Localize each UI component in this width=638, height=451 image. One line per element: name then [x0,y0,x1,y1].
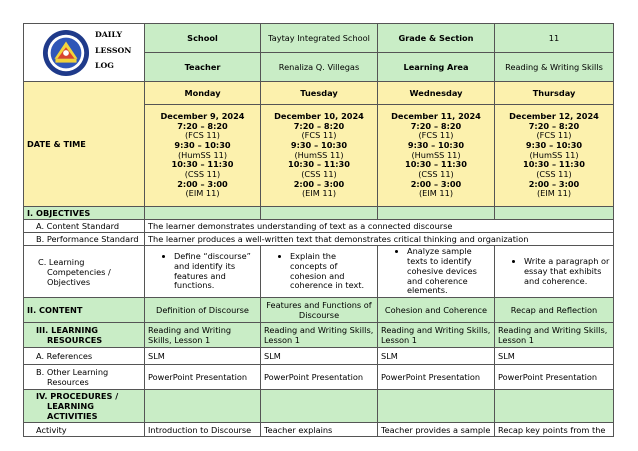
schedule-time: 9:30 – 10:30 [290,139,348,150]
day-header: Thursday [495,82,614,105]
competency-item: • Explain the concepts of cohesion and coherence in text. [290,252,374,291]
schedule-section: (CSS 11) [536,169,572,179]
dll-title-line: DAILY [95,29,123,39]
schedule-time: 7:20 – 8:20 [410,120,462,131]
other-resource-item: PowerPoint Presentation [495,365,614,390]
dll-title-line: LESSON [95,45,132,55]
other-resources-label: B. Other Learning Resources [24,365,145,390]
procedures-heading: IV. PROCEDURES / LEARNING ACTIVITIES [24,390,145,423]
other-resource-item: PowerPoint Presentation [261,365,378,390]
deped-seal-icon [42,29,90,77]
content-standard-label: A. Content Standard [24,220,145,233]
day-header: Wednesday [378,82,495,105]
schedule-time: 9:30 – 10:30 [174,139,231,150]
activity-item: Recap key points from the [495,423,614,437]
reference-item: SLM [261,348,378,365]
schedule-cell [378,105,495,207]
competencies-label: C. Learning Competencies / Objectives [24,246,145,298]
competency-item: • Define “discourse” and identify its features and functions. [174,252,257,291]
schedule-time: 9:30 – 10:30 [525,139,583,150]
objectives-heading: I. OBJECTIVES [24,207,145,220]
resource-item: Reading and Writing Skills, Lesson 1 [145,323,261,348]
date-time-label: DATE & TIME [24,82,145,207]
schedule-date: December 9, 2024 [160,110,245,121]
activity-label: Activity [24,423,145,437]
dll-title-line: LOG [95,61,114,71]
schedule-date: December 11, 2024 [391,110,481,121]
schedule-section: (CSS 11) [301,169,337,179]
teacher-label: Teacher [145,53,261,82]
reference-item: SLM [495,348,614,365]
competency-cell [495,246,614,298]
resources-heading: III. LEARNING RESOURCES [24,323,145,348]
schedule-section: (HumSS 11) [177,149,228,160]
area-label: Learning Area [378,53,495,82]
competency-cell [261,246,378,298]
schedule-section: (FCS 11) [301,130,337,141]
activity-item: Teacher explains [261,423,378,437]
school-label: School [145,24,261,53]
schedule-time: 2:00 – 3:00 [528,178,580,189]
performance-standard: The learner produces a well-written text that demonstrates critical thinking and organization [145,233,614,246]
schedule-date: December 10, 2024 [274,110,364,121]
reference-item: SLM [378,348,495,365]
schedule-time: 10:30 – 11:30 [171,159,234,170]
content-item: Definition of Discourse [145,298,261,323]
grade-value: 11 [495,24,614,53]
schedule-time: 2:00 – 3:00 [410,178,462,189]
schedule-time: 10:30 – 11:30 [405,159,467,170]
schedule-section: (EIM 11) [185,188,220,199]
schedule-section: (FCS 11) [536,130,572,141]
schedule-time: 7:20 – 8:20 [293,120,345,131]
content-heading: II. CONTENT [24,298,145,323]
grade-label: Grade & Section [378,24,495,53]
schedule-section: (FCS 11) [184,130,221,141]
schedule-section: (HumSS 11) [529,149,579,160]
dll-title [95,27,131,78]
schedule-cell [495,105,614,207]
day-header: Monday [145,82,261,105]
competency-item: • Write a paragraph or essay that exhibits and coherence. [524,257,610,287]
performance-standard-label: B. Performance Standard [24,233,145,246]
references-label: A. References [24,348,145,365]
schedule-date: December 12, 2024 [509,110,599,121]
activity-item: Introduction to Discourse [145,423,261,437]
schedule-cell [145,105,261,207]
schedule-time: 10:30 – 11:30 [523,159,585,170]
schedule-section: (EIM 11) [418,188,454,199]
schedule-section: (CSS 11) [418,169,454,179]
schedule-section: (FCS 11) [418,130,454,141]
schedule-time: 2:00 – 3:00 [293,178,345,189]
other-resource-item: PowerPoint Presentation [378,365,495,390]
schedule-time: 9:30 – 10:30 [407,139,465,150]
schedule-section: (EIM 11) [301,188,337,199]
schedule-time: 2:00 – 3:00 [177,178,228,189]
schedule-time: 7:20 – 8:20 [528,120,580,131]
activity-item: Teacher provides a sample [378,423,495,437]
schedule-time: 10:30 – 11:30 [288,159,350,170]
schedule-section: (HumSS 11) [411,149,461,160]
resource-item: Reading and Writing Skills, Lesson 1 [378,323,495,348]
schedule-cell [261,105,378,207]
content-standard: The learner demonstrates understanding of text as a connected discourse [145,220,614,233]
school-value: Taytay Integrated School [261,24,378,53]
schedule-section: (EIM 11) [536,188,572,199]
day-header: Tuesday [261,82,378,105]
resource-item: Reading and Writing Skills, Lesson 1 [261,323,378,348]
competency-cell [378,246,495,298]
schedule-section: (CSS 11) [184,169,221,179]
competency-item: • Analyze sample texts to identify cohesive devices and coherence elements. [407,247,491,296]
content-item: Cohesion and Coherence [378,298,495,323]
schedule-time: 7:20 – 8:20 [177,120,228,131]
area-value: Reading & Writing Skills [495,53,614,82]
content-item: Recap and Reflection [495,298,614,323]
daily-lesson-log-table [23,23,614,437]
other-resource-item: PowerPoint Presentation [145,365,261,390]
schedule-section: (HumSS 11) [294,149,344,160]
logo-cell [24,24,145,82]
reference-item: SLM [145,348,261,365]
resource-item: Reading and Writing Skills, Lesson 1 [495,323,614,348]
content-item: Features and Functions of Discourse [261,298,378,323]
competency-cell [145,246,261,298]
teacher-value: Renaliza Q. Villegas [261,53,378,82]
